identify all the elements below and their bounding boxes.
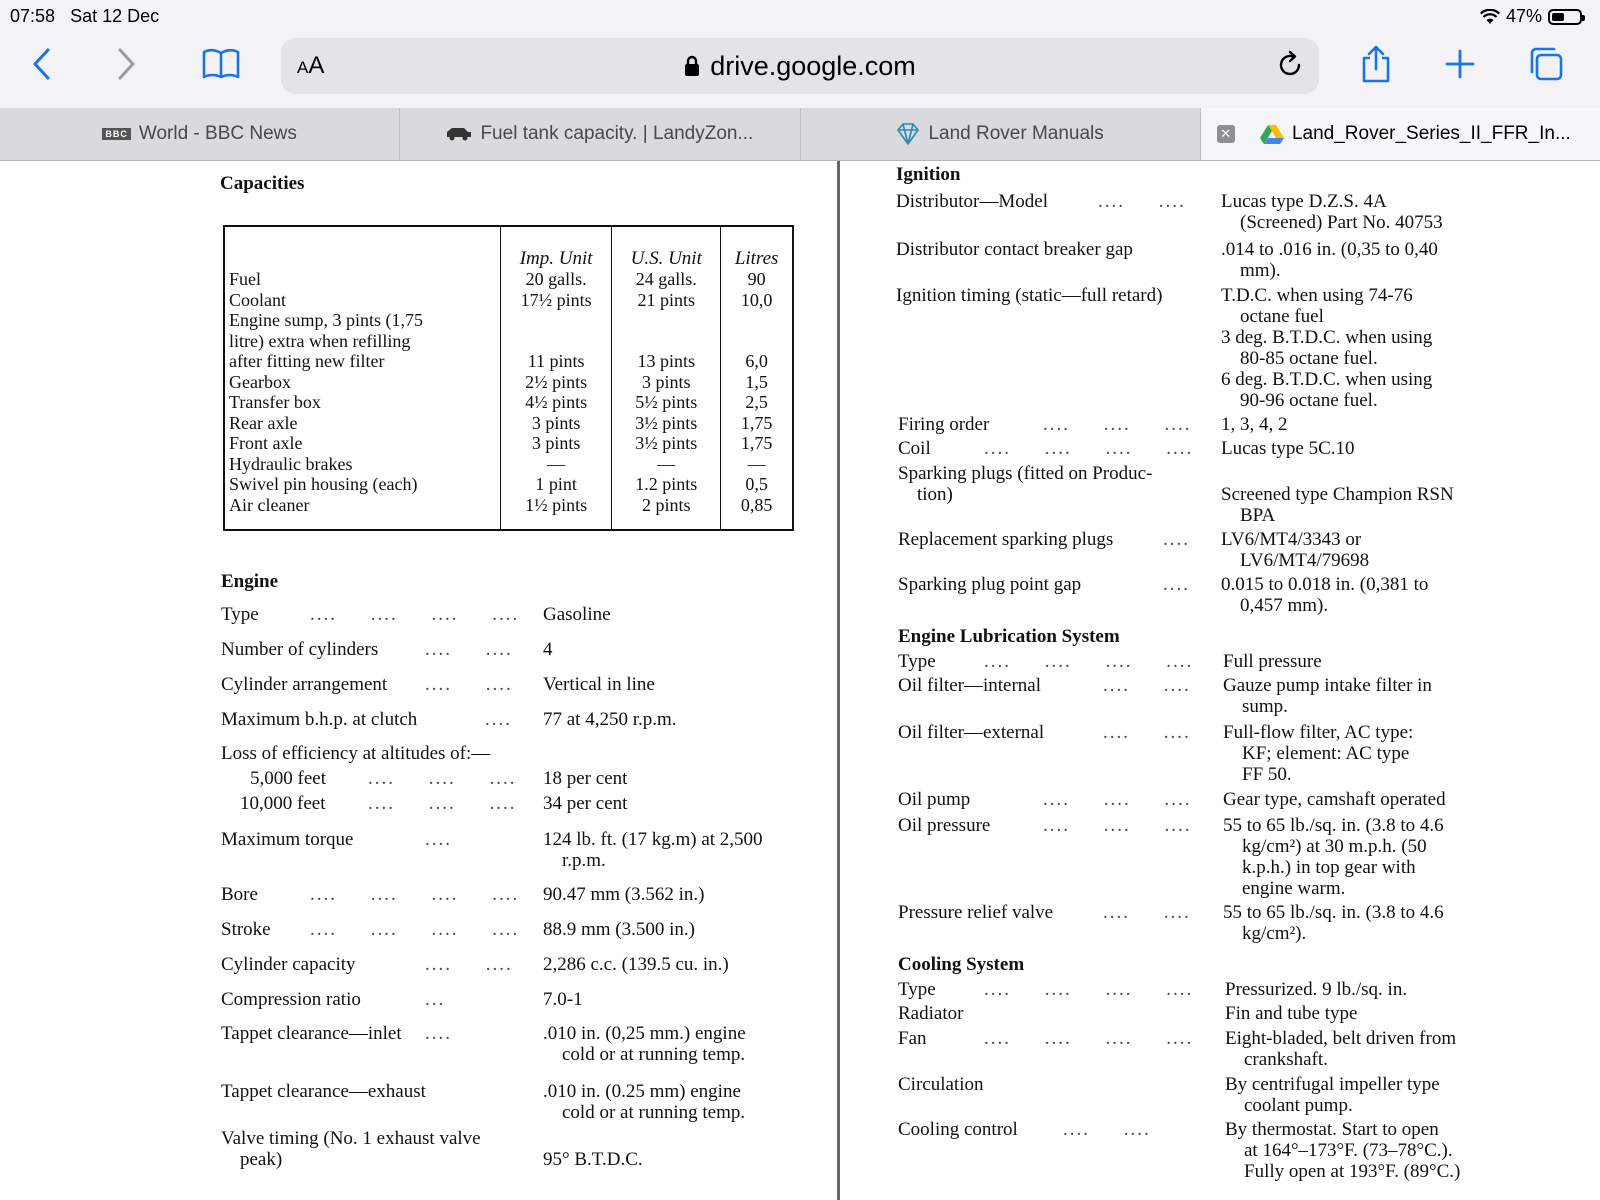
spec-label: Distributor—Model <box>896 191 1048 212</box>
column-header: U.S. Unit <box>612 226 721 269</box>
table-row <box>224 413 793 434</box>
section-title-lubrication: Engine Lubrication System <box>898 626 1120 647</box>
spec-value: .010 in. (0,25 mm.) engine <box>543 1023 746 1044</box>
leader-dots: ... <box>425 989 446 1010</box>
spec-value: kg/cm²). <box>1242 923 1307 944</box>
spec-label: Cylinder arrangement <box>221 674 388 695</box>
us-unit-cell <box>612 310 721 331</box>
tab-bar <box>0 108 1600 161</box>
spec-value: 77 at 4,250 r.p.m. <box>543 709 677 730</box>
tab-landyzone[interactable] <box>399 108 799 160</box>
reload-icon[interactable] <box>1275 50 1305 80</box>
imp-unit-cell: 4½ pints <box>501 392 612 413</box>
tab-label: World - BBC News <box>138 123 297 144</box>
spec-value: Gear type, camshaft operated <box>1223 789 1446 810</box>
capacities-table <box>223 225 794 531</box>
leader-dots: .... .... <box>1063 1119 1151 1140</box>
spec-label: Loss of efficiency at altitudes of:— <box>221 743 491 764</box>
leader-dots: .... .... .... .... <box>310 919 520 940</box>
spec-value: Full pressure <box>1223 651 1322 672</box>
imp-unit-cell <box>501 310 612 331</box>
spec-value: Fully open at 193°F. (89°C.) <box>1244 1161 1461 1182</box>
spec-value: BPA <box>1240 505 1276 526</box>
spec-value: Gasoline <box>543 604 611 625</box>
browser-toolbar <box>0 32 1600 108</box>
table-header <box>224 226 793 269</box>
litres-cell: — <box>721 454 793 475</box>
column-header: Imp. Unit <box>501 226 612 269</box>
spec-value: By centrifugal impeller type <box>1225 1074 1440 1095</box>
table-row <box>224 290 793 311</box>
tab-label: Fuel tank capacity. | LandyZon... <box>480 123 754 144</box>
spec-label: Stroke <box>221 919 271 940</box>
spec-value: Lucas type D.Z.S. 4A <box>1221 191 1387 212</box>
leader-dots: .... .... <box>425 674 513 695</box>
spec-label: Tappet clearance—inlet <box>221 1023 402 1044</box>
spec-value: Vertical in line <box>543 674 655 695</box>
spec-value: 3 deg. B.T.D.C. when using <box>1221 327 1433 348</box>
tabs-icon <box>1528 46 1564 82</box>
bookmarks-button[interactable] <box>193 40 249 88</box>
imp-unit-cell: 1 pint <box>501 474 612 495</box>
spec-label: Ignition timing (static—full retard) <box>896 285 1163 306</box>
spec-value: sump. <box>1242 696 1288 717</box>
spec-value: 90-96 octane fuel. <box>1240 390 1378 411</box>
leader-dots: .... .... .... .... <box>310 604 520 625</box>
battery-icon <box>1548 9 1582 25</box>
row-label: litre) extra when refilling <box>229 330 411 351</box>
spec-value: Gauze pump intake filter in <box>1223 675 1432 696</box>
leader-dots: .... .... .... <box>368 793 517 814</box>
leader-dots: .... .... .... <box>1043 414 1192 435</box>
row-label: Air cleaner <box>229 494 310 515</box>
leader-dots: .... <box>425 1023 452 1044</box>
spec-value: .010 in. (0.25 mm) engine <box>543 1081 741 1102</box>
tab-bbc-news[interactable] <box>0 108 399 160</box>
leader-dots: .... .... .... <box>368 768 517 789</box>
column-divider <box>837 161 840 1200</box>
spec-label: 5,000 feet <box>250 768 326 789</box>
google-drive-icon <box>1260 124 1284 145</box>
imp-unit-cell: 20 galls. <box>501 269 612 290</box>
spec-value: Pressurized. 9 lb./sq. in. <box>1225 979 1408 1000</box>
share-icon <box>1359 44 1393 84</box>
spec-value: cold or at running temp. <box>562 1102 746 1123</box>
imp-unit-cell: 3 pints <box>501 433 612 454</box>
litres-cell: 10,0 <box>721 290 793 311</box>
spec-label: Oil filter—internal <box>898 675 1041 696</box>
imp-unit-cell: 11 pints <box>501 351 612 372</box>
spec-label: Number of cylinders <box>221 639 379 660</box>
imp-unit-cell <box>501 331 612 352</box>
reader-button[interactable]: AA <box>297 52 325 79</box>
row-label: Transfer box <box>229 392 321 412</box>
leader-dots: .... .... .... .... <box>984 1028 1194 1049</box>
imp-unit-cell: 17½ pints <box>501 290 612 311</box>
pdf-page <box>0 161 1600 1200</box>
spec-value: KF; element: AC type <box>1242 743 1410 764</box>
spec-value: k.p.h.) in top gear with <box>1242 857 1416 878</box>
spec-label: Compression ratio <box>221 989 361 1010</box>
spec-value: 55 to 65 lb./sq. in. (3.8 to 4.6 <box>1223 902 1444 923</box>
table-row <box>224 495 793 531</box>
spec-label: Distributor contact breaker gap <box>896 239 1133 260</box>
spec-value: 55 to 65 lb./sq. in. (3.8 to 4.6 <box>1223 815 1444 836</box>
lock-icon <box>684 55 700 77</box>
tab-label: Land Rover Manuals <box>928 123 1104 144</box>
car-icon <box>446 127 472 141</box>
spec-value: 88.9 mm (3.500 in.) <box>543 919 695 940</box>
bbc-icon: BBC <box>102 128 131 140</box>
spec-label: Pressure relief valve <box>898 902 1054 923</box>
spec-value: 95° B.T.D.C. <box>543 1149 643 1170</box>
leader-dots: .... <box>1163 529 1190 550</box>
new-tab-button[interactable] <box>1432 40 1488 88</box>
row-label: Fuel <box>229 269 262 289</box>
us-unit-cell <box>612 331 721 352</box>
wifi-icon <box>1480 9 1500 25</box>
table-row <box>224 392 793 413</box>
litres-cell: 2,5 <box>721 392 793 413</box>
us-unit-cell: 3 pints <box>612 372 721 393</box>
spec-label: Sparking plug point gap <box>898 574 1082 595</box>
spec-label: Firing order <box>898 414 990 435</box>
status-bar <box>0 0 1600 32</box>
table-row <box>224 351 793 372</box>
imp-unit-cell: — <box>501 454 612 475</box>
us-unit-cell: 3½ pints <box>612 433 721 454</box>
spec-value: FF 50. <box>1242 764 1292 785</box>
leader-dots: .... .... .... <box>1043 789 1192 810</box>
spec-label: Sparking plugs (fitted on Produc- <box>898 463 1153 484</box>
diamond-icon <box>896 123 920 145</box>
spec-label: Tappet clearance—exhaust <box>221 1081 426 1102</box>
us-unit-cell: 1.2 pints <box>612 474 721 495</box>
row-label: Hydraulic brakes <box>229 453 353 474</box>
table-row <box>224 454 793 475</box>
spec-label: Maximum torque <box>221 829 354 850</box>
us-unit-cell: 2 pints <box>612 495 721 531</box>
forward-button[interactable] <box>98 40 154 88</box>
spec-value: 4 <box>543 639 553 660</box>
row-label: Swivel pin housing (each) <box>229 474 418 494</box>
section-title-engine: Engine <box>221 571 279 592</box>
leader-dots: .... .... <box>1098 191 1186 212</box>
spec-value: 124 lb. ft. (17 kg.m) at 2,500 <box>543 829 763 850</box>
spec-label: peak) <box>240 1149 283 1170</box>
table-row <box>224 372 793 393</box>
leader-dots: .... .... <box>1103 902 1191 923</box>
spec-label: Type <box>898 979 936 1000</box>
spec-label: 10,000 feet <box>240 793 326 814</box>
book-icon <box>201 47 241 81</box>
litres-cell: 1,75 <box>721 433 793 454</box>
us-unit-cell: 21 pints <box>612 290 721 311</box>
imp-unit-cell: 1½ pints <box>501 495 612 531</box>
imp-unit-cell: 3 pints <box>501 413 612 434</box>
spec-label: Type <box>898 651 936 672</box>
close-tab-icon[interactable]: ✕ <box>1217 125 1235 143</box>
spec-label: Oil filter—external <box>898 722 1045 743</box>
battery-level <box>1552 13 1564 21</box>
spec-value: Fin and tube type <box>1225 1003 1358 1024</box>
section-title-cooling: Cooling System <box>898 954 1025 975</box>
spec-value: 0,457 mm). <box>1240 595 1329 616</box>
spec-value: LV6/MT4/3343 or <box>1221 529 1362 550</box>
leader-dots: .... <box>425 829 452 850</box>
spec-value: crankshaft. <box>1244 1049 1328 1070</box>
back-button[interactable] <box>14 40 70 88</box>
table-row <box>224 331 793 352</box>
us-unit-cell: 5½ pints <box>612 392 721 413</box>
leader-dots: .... <box>1163 574 1190 595</box>
spec-value: Lucas type 5C.10 <box>1221 438 1355 459</box>
us-unit-cell: 24 galls. <box>612 269 721 290</box>
spec-value: Full-flow filter, AC type: <box>1223 722 1414 743</box>
spec-value: 80-85 octane fuel. <box>1240 348 1378 369</box>
spec-value: T.D.C. when using 74-76 <box>1221 285 1413 306</box>
spec-label: Valve timing (No. 1 exhaust valve <box>221 1128 481 1149</box>
spec-value: .014 to .016 in. (0,35 to 0,40 <box>1221 239 1438 260</box>
spec-value: Screened type Champion RSN <box>1221 484 1454 505</box>
spec-label: Oil pressure <box>898 815 991 836</box>
litres-cell: 6,0 <box>721 351 793 372</box>
status-time: 07:58 Sat 12 Dec <box>10 6 160 26</box>
spec-value: 6 deg. B.T.D.C. when using <box>1221 369 1433 390</box>
spec-value: engine warm. <box>1242 878 1346 899</box>
table-row <box>224 433 793 454</box>
spec-label: tion) <box>917 484 953 505</box>
spec-value: coolant pump. <box>1244 1095 1353 1116</box>
tab-land-rover-pdf[interactable] <box>1200 108 1600 160</box>
spec-label: Circulation <box>898 1074 984 1095</box>
leader-dots: .... .... .... .... <box>310 884 520 905</box>
spec-label: Coil <box>898 438 931 459</box>
chevron-left-icon <box>31 47 53 81</box>
imp-unit-cell: 2½ pints <box>501 372 612 393</box>
spec-value: cold or at running temp. <box>562 1044 746 1065</box>
section-title-capacities: Capacities <box>220 173 305 194</box>
leader-dots: .... .... <box>425 954 513 975</box>
leader-dots: .... .... <box>1103 722 1191 743</box>
litres-cell <box>721 310 793 331</box>
table-row <box>224 269 793 290</box>
battery-percent: 47% <box>1505 6 1542 26</box>
leader-dots: .... .... .... .... <box>984 651 1194 672</box>
row-label: Coolant <box>229 289 286 310</box>
spec-value: 90.47 mm (3.562 in.) <box>543 884 705 905</box>
litres-cell: 0,85 <box>721 495 793 531</box>
spec-value: 7.0-1 <box>543 989 583 1010</box>
spec-value: at 164°–173°F. (73–78°C.). <box>1244 1140 1453 1161</box>
plus-icon <box>1445 49 1475 79</box>
leader-dots: .... .... <box>1103 675 1191 696</box>
tab-label: Land_Rover_Series_II_FFR_In... <box>1291 123 1571 144</box>
tab-land-rover-manuals[interactable] <box>800 108 1200 160</box>
spec-value: By thermostat. Start to open <box>1225 1119 1439 1140</box>
us-unit-cell: 13 pints <box>612 351 721 372</box>
spec-value: LV6/MT4/79698 <box>1240 550 1370 571</box>
litres-cell: 1,5 <box>721 372 793 393</box>
spec-label: Maximum b.h.p. at clutch <box>221 709 418 730</box>
spec-label: Radiator <box>898 1003 964 1024</box>
row-label: Front axle <box>229 433 303 453</box>
table-row <box>224 474 793 495</box>
spec-label: Fan <box>898 1028 927 1049</box>
row-label: Gearbox <box>229 371 291 392</box>
spec-value: 18 per cent <box>543 768 628 789</box>
table-row <box>224 310 793 331</box>
leader-dots: .... .... <box>425 639 513 660</box>
spec-label: Cooling control <box>898 1119 1018 1140</box>
litres-cell: 1,75 <box>721 413 793 434</box>
leader-dots: .... .... .... .... <box>984 438 1194 459</box>
status-right <box>1480 6 1582 27</box>
row-label: after fitting new filter <box>229 351 385 371</box>
column-header: Litres <box>721 226 793 269</box>
row-label: Rear axle <box>229 412 298 433</box>
spec-value: Eight-bladed, belt driven from <box>1225 1028 1457 1049</box>
spec-label: Replacement sparking plugs <box>898 529 1114 550</box>
spec-value: kg/cm²) at 30 m.p.h. (50 <box>1242 836 1427 857</box>
spec-label: Oil pump <box>898 789 971 810</box>
share-button[interactable] <box>1348 40 1404 88</box>
us-unit-cell: — <box>612 454 721 475</box>
spec-value: 1, 3, 4, 2 <box>1221 414 1288 435</box>
spec-value: 34 per cent <box>543 793 628 814</box>
spec-value: r.p.m. <box>562 850 606 871</box>
address-bar[interactable] <box>281 38 1319 94</box>
us-unit-cell: 3½ pints <box>612 413 721 434</box>
litres-cell: 0,5 <box>721 474 793 495</box>
spec-value: 0.015 to 0.018 in. (0,381 to <box>1221 574 1429 595</box>
row-label: Engine sump, 3 pints (1,75 <box>229 310 423 330</box>
spec-label: Type <box>221 604 259 625</box>
spec-value: 2,286 c.c. (139.5 cu. in.) <box>543 954 729 975</box>
litres-cell: 90 <box>721 269 793 290</box>
spec-value: octane fuel <box>1240 306 1324 327</box>
leader-dots: .... .... .... <box>1043 815 1192 836</box>
leader-dots: .... .... .... .... <box>984 979 1194 1000</box>
spec-value: (Screened) Part No. 40753 <box>1240 212 1443 233</box>
spec-label: Bore <box>221 884 258 905</box>
url-display[interactable]: drive.google.com <box>281 51 1319 82</box>
spec-label: Cylinder capacity <box>221 954 356 975</box>
tab-overview-button[interactable] <box>1518 40 1574 88</box>
section-title-ignition: Ignition <box>896 164 961 185</box>
chevron-right-icon <box>115 47 137 81</box>
litres-cell <box>721 331 793 352</box>
leader-dots: .... <box>485 709 512 730</box>
spec-value: mm). <box>1240 260 1281 281</box>
